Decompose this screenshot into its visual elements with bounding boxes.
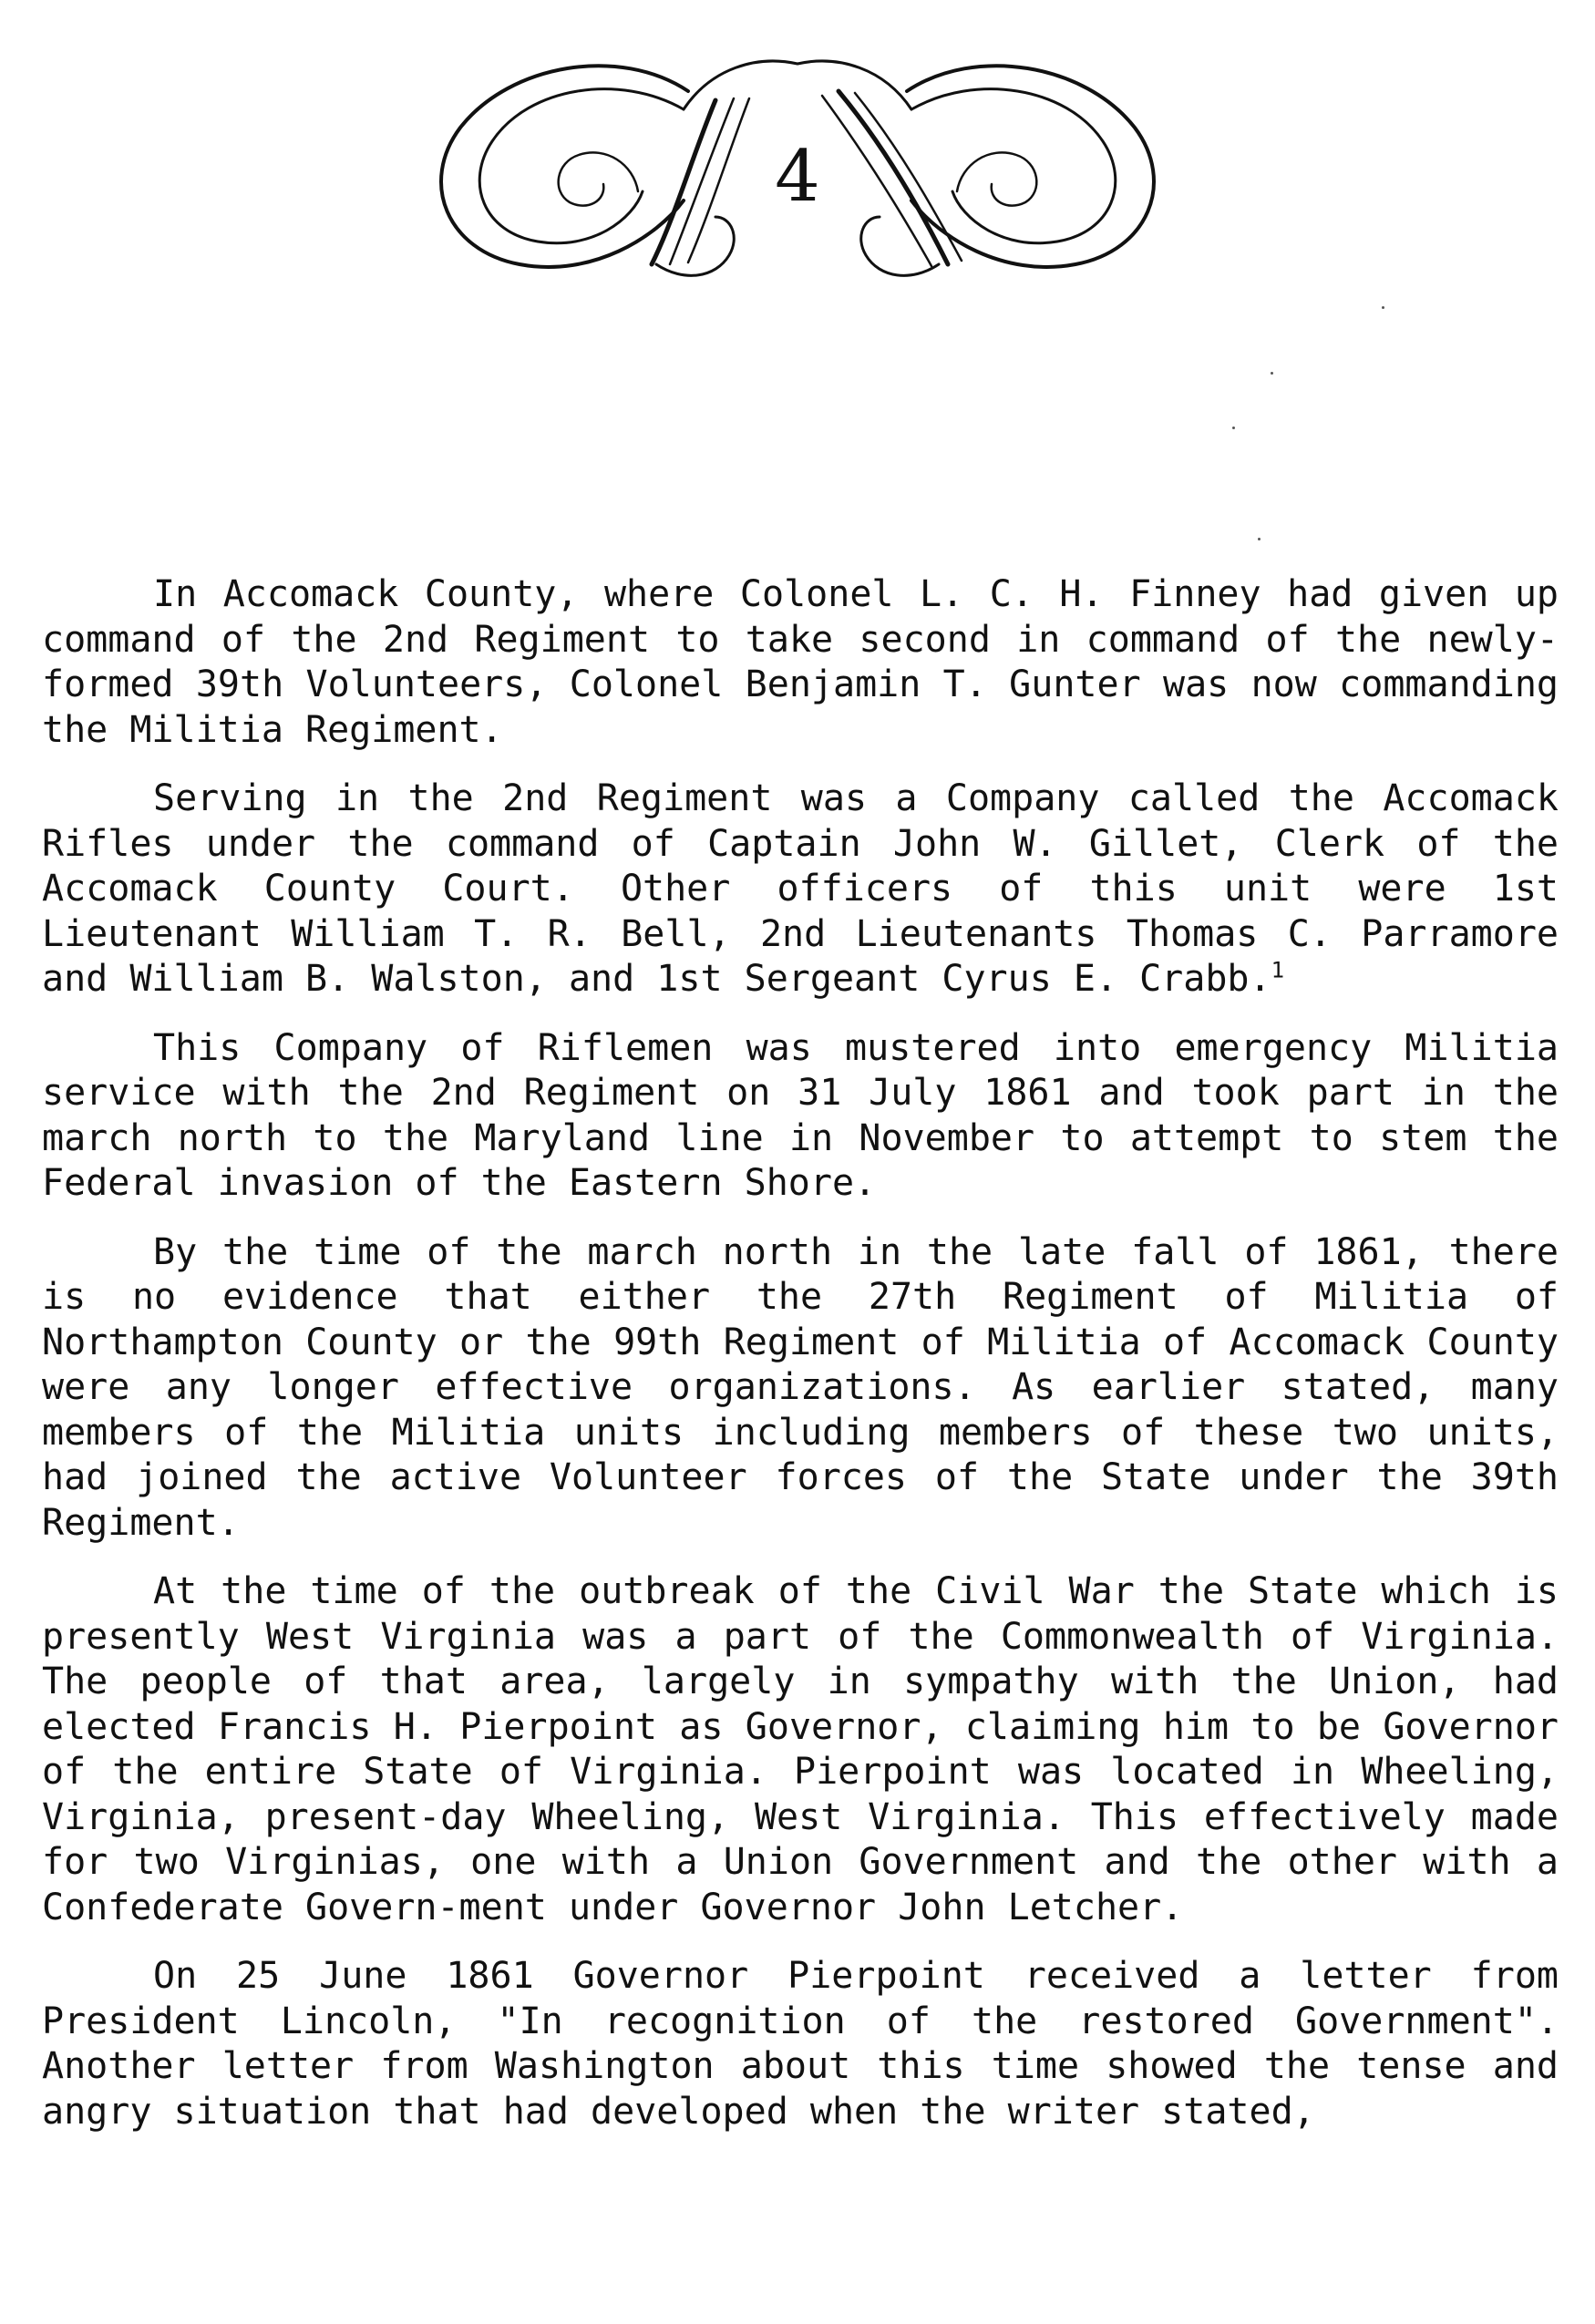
scan-speck [1232, 427, 1235, 429]
scan-speck [1382, 306, 1384, 309]
body-paragraph: This Company of Riflemen was mustered into emergency Militia service with the 2nd Regiment on 31 July 1861 and took part in the march north to the Maryland line in November to attempt to stem the Federal invasion of the Eastern Shore. [42, 1026, 1559, 1204]
body-paragraph [42, 776, 1559, 1003]
body-paragraph: By the time of the march north in the late fall of 1861, there is no evidence that either the 27th Regiment of Militia of Northampton County or the 99th Regiment of Militia of Accomack County were any longer effective organizations. As earlier stated, many members of the Militia units including members of these two units, had joined the active Volunteer forces of the State under the 39th Regiment. [42, 1230, 1559, 1544]
right-diagonal-strokes-thin [822, 93, 962, 266]
scan-speck [1258, 538, 1261, 540]
left-diagonal-strokes-thin [670, 98, 749, 264]
right-swirl-middle [911, 89, 1116, 243]
chapter-body [42, 572, 1559, 2134]
body-paragraph: On 25 June 1861 Governor Pierpoint received a letter from President Lincoln, "In recognition of the restored Government". Another letter from Washington about this time showed the tense and angry situation that had developed when the writer stated, [42, 1955, 1559, 2133]
left-swirl-middle [479, 89, 684, 243]
left-diagonal-strokes [652, 100, 715, 264]
top-arch [684, 61, 911, 109]
body-paragraph: In Accomack County, where Colonel L. C. H. Finney had given up command of the 2nd Regiment to take second in command of the newly-formed 39th Volunteers, Colonel Benjamin T. Gunter was now commanding the Militia Regiment. [42, 573, 1559, 751]
chapter-ornament [410, 55, 1185, 292]
footnote-marker: 1 [1271, 957, 1285, 983]
scan-speck [1271, 372, 1273, 375]
paragraph-text: Serving in the 2nd Regiment was a Company called the Accomack Rifles under the command of Captain John W. Gillet, Clerk of the Accomack County Court. Other officers of this unit were 1st Lieutenant William T. R. Bell, 2nd Lieutenants Thomas C. Parramore and William B. Walston, and 1st Sergeant Cyrus E. Crabb. [42, 777, 1559, 1000]
body-paragraph: At the time of the outbreak of the Civil War the State which is presently West Virginia was a part of the Commonwealth of Virginia. The people of that area, largely in sympathy with the Union, had elected Francis H. Pierpoint as Governor, claiming him to be Governor of the entire State of Virginia. Pierpoint was located in Wheeling, Virginia, present-day Wheeling, West Virginia. This effectively made for two Virginias, one with a Union Government and the other with a Confederate Govern-ment under Governor John Letcher. [42, 1570, 1559, 1928]
right-diagonal-strokes [839, 91, 948, 264]
left-swirl-inner [559, 152, 638, 205]
right-swirl-inner [957, 152, 1036, 205]
chapter-number: 4 [775, 136, 820, 218]
